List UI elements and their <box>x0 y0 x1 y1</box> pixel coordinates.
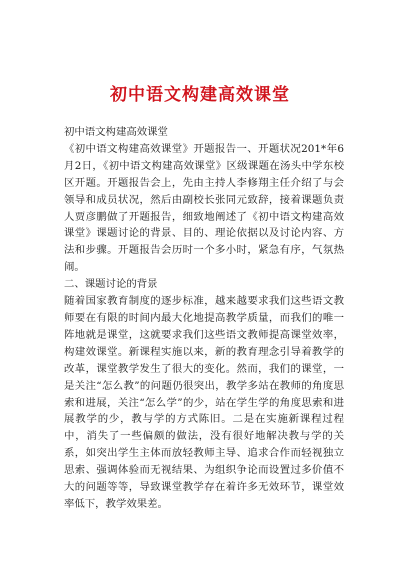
document-body <box>64 124 344 513</box>
paragraph-report: 《初中语文构建高效课堂》开题报告一、开题状况201*年6月2日，《初中语文构建高效课堂》区级课题在汤头中学东校区开题。开题报告会上，先由主持人李修翔主任介绍了与会领导和成员状况，然后由副校长张同元致辞，接着课题负责人贾彦鹏做了开题报告，细致地阐述了《初中语文构建高效课堂》课题讨论的背景、目的、理论依据以及讨论内容、方法和步骤。开题报告会历时一个多小时，紧急有序，气氛热闹。 <box>64 142 344 274</box>
document-title: 初中语文构建高效课堂 <box>110 85 290 105</box>
section-heading: 二、课题讨论的背景 <box>64 278 158 291</box>
subtitle-line: 初中语文构建高效课堂 <box>64 126 168 138</box>
paragraph-background: 随着国家教育制度的逐步标准，越来越要求我们这些语文教师要在有限的时间内最大化地提高教学质量，而我们的唯一阵地就是课堂，这就要求我们这些语文教师提高课堂效率，构建效课堂。新课程实施以来，新的教育理念引导着教学的改革，课堂教学发生了很大的变化。然而，我们的课堂，一是关注“怎么教”的问题仍很突出，教学多站在教师的角度思索和进展，关注“怎么学”的少，站在学生学的角度思索和进展教学的少，教与学的方式陈旧。二是在实施新课程过程中，消失了一些偏颇的做法，没有很好地解决教与学的关系，如突出学生主体而放轻教师主导、追求合作而轻视独立思索、强调体验而无视结果、为组织争论而设置过多价值不大的问题等等，导致课堂教学存在着许多无效环节，课堂效率低下，教学效果差。 <box>64 295 344 510</box>
